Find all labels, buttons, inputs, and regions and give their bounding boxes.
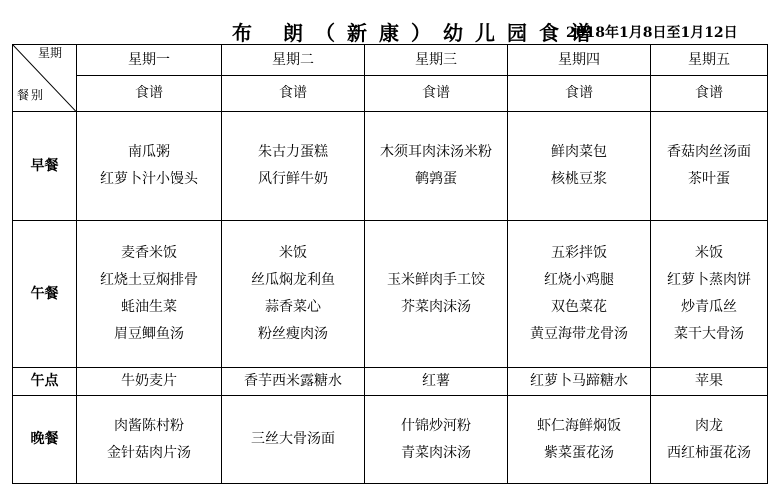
dish-item: 粉丝瘦肉汤 xyxy=(258,326,328,343)
dish-item: 金针菇肉片汤 xyxy=(107,444,191,461)
dish-item: 虾仁海鲜焖饭 xyxy=(537,417,621,434)
day-header-5: 星期五 xyxy=(651,45,768,76)
dish-item: 肉酱陈村粉 xyxy=(114,417,184,434)
dish-item: 香芋西米露糖水 xyxy=(244,373,342,390)
menu-cell xyxy=(77,221,222,368)
menu-cell xyxy=(651,396,768,484)
corner-meal-label: 餐别 xyxy=(17,88,46,103)
meal-label: 午点 xyxy=(13,368,77,396)
dish-item: 什锦炒河粉 xyxy=(401,417,471,434)
dish-item: 紫菜蛋花汤 xyxy=(544,444,614,461)
dish-item: 朱古力蛋糕 xyxy=(258,144,328,161)
corner-cell xyxy=(13,45,77,112)
dish-item: 麦香米饭 xyxy=(121,245,177,262)
meal-label: 早餐 xyxy=(13,112,77,221)
dish-item: 眉豆鲫鱼汤 xyxy=(114,326,184,343)
day-header-4: 星期四 xyxy=(508,45,651,76)
dish-item: 黄豆海带龙骨汤 xyxy=(530,326,628,343)
menu-cell xyxy=(222,396,365,484)
menu-cell xyxy=(651,112,768,221)
meal-row-breakfast xyxy=(13,112,768,221)
day-header-1: 星期一 xyxy=(77,45,222,76)
dish-item: 西红柿蛋花汤 xyxy=(667,444,751,461)
dish-item: 玉米鲜肉手工饺 xyxy=(387,272,485,289)
dish-item: 红萝卜蒸肉饼 xyxy=(667,272,751,289)
dish-item: 三丝大骨汤面 xyxy=(251,431,335,448)
date-range: 2018年1月8日至1月12日 xyxy=(566,25,738,41)
dish-item: 丝瓜焖龙利鱼 xyxy=(251,272,335,289)
dish-item: 双色菜花 xyxy=(551,299,607,316)
dish-item: 五彩拌饭 xyxy=(551,245,607,262)
recipe-header-3: 食谱 xyxy=(365,76,508,112)
dish-item: 蒜香菜心 xyxy=(265,299,321,316)
dish-item: 芥菜肉沫汤 xyxy=(401,299,471,316)
day-header-3: 星期三 xyxy=(365,45,508,76)
header-row-days xyxy=(13,45,768,76)
meal-row-lunch xyxy=(13,221,768,368)
meal-row-snack xyxy=(13,368,768,396)
recipe-header-1: 食谱 xyxy=(77,76,222,112)
meal-label: 午餐 xyxy=(13,221,77,368)
menu-cell xyxy=(77,112,222,221)
menu-cell xyxy=(651,368,768,396)
menu-cell xyxy=(508,221,651,368)
dish-item: 红萝卜马蹄糖水 xyxy=(530,373,628,390)
dish-item: 红薯 xyxy=(422,373,450,390)
dish-item: 鹌鹑蛋 xyxy=(415,171,457,188)
dish-item: 红萝卜汁小馒头 xyxy=(100,171,198,188)
dish-item: 炒青瓜丝 xyxy=(681,299,737,316)
meal-label: 晚餐 xyxy=(13,396,77,484)
menu-cell xyxy=(508,112,651,221)
dish-item: 茶叶蛋 xyxy=(688,171,730,188)
menu-table xyxy=(12,44,768,484)
dish-item: 苹果 xyxy=(695,373,723,390)
dish-item: 蚝油生菜 xyxy=(121,299,177,316)
menu-cell xyxy=(222,221,365,368)
dish-item: 南瓜粥 xyxy=(128,144,170,161)
menu-cell xyxy=(77,396,222,484)
menu-cell xyxy=(365,112,508,221)
recipe-header-2: 食谱 xyxy=(222,76,365,112)
page-title: 布 朗（新康）幼儿园食谱 xyxy=(232,21,603,45)
dish-item: 红烧小鸡腿 xyxy=(544,272,614,289)
menu-cell xyxy=(365,221,508,368)
menu-cell xyxy=(508,368,651,396)
dish-item: 菜干大骨汤 xyxy=(674,326,744,343)
dish-item: 风行鲜牛奶 xyxy=(258,171,328,188)
dish-item: 米饭 xyxy=(695,245,723,262)
menu-cell xyxy=(508,396,651,484)
dish-item: 核桃豆浆 xyxy=(551,171,607,188)
menu-cell xyxy=(365,368,508,396)
menu-cell xyxy=(222,112,365,221)
day-header-2: 星期二 xyxy=(222,45,365,76)
meal-row-dinner xyxy=(13,396,768,484)
corner-week-label: 星期 xyxy=(37,46,62,60)
dish-item: 肉龙 xyxy=(695,417,723,434)
header-row-recipe xyxy=(13,76,768,112)
menu-cell xyxy=(222,368,365,396)
menu-cell xyxy=(77,368,222,396)
dish-item: 鲜肉菜包 xyxy=(551,144,607,161)
dish-item: 青菜肉沫汤 xyxy=(401,444,471,461)
recipe-header-5: 食谱 xyxy=(651,76,768,112)
dish-item: 红烧土豆焖排骨 xyxy=(100,272,198,289)
dish-item: 牛奶麦片 xyxy=(121,373,177,390)
dish-item: 米饭 xyxy=(279,245,307,262)
menu-cell xyxy=(365,396,508,484)
recipe-header-4: 食谱 xyxy=(508,76,651,112)
menu-cell xyxy=(651,221,768,368)
dish-item: 香菇肉丝汤面 xyxy=(667,144,751,161)
dish-item: 木须耳肉沫汤米粉 xyxy=(380,144,492,161)
